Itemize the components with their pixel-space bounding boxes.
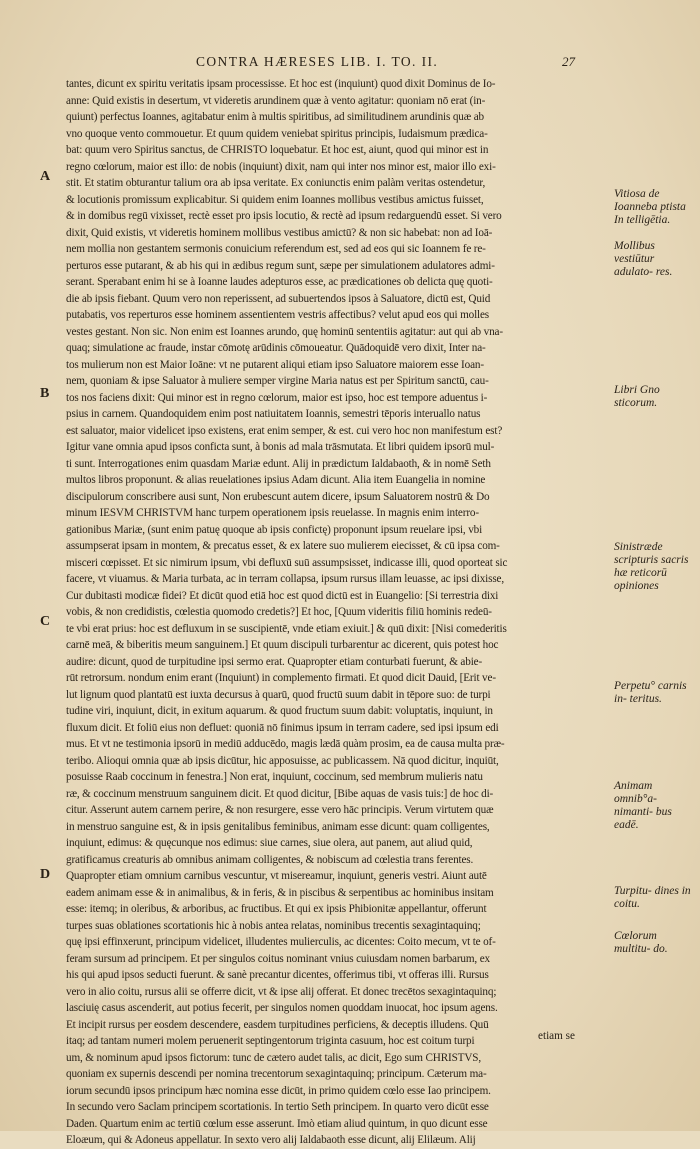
text-line: bat: quum vero Spiritus sanctus, de CHRISTO loquebatur. Et hoc est, aiunt, quod qui minor est in: [66, 144, 489, 156]
text-line: fluxum dicit. Et foliū eius non defluet: quoniā nō finimus ipsum in terram cadere, sed ipsi ipsum edi: [66, 721, 499, 734]
text-line: quoniam ex supernis descendi per nomina trecentorum sexagintaquinq; principum. Cæterum ma-: [66, 1068, 487, 1080]
section-mark-c: C: [40, 614, 51, 629]
margin-note: Turpitu- dines in coitu.: [614, 885, 691, 910]
text-line: misceri cœpisset. Et sic nimirum ipsum, vbi defluxū suū assumpsisset, indicasse illi, quod oporteat sic: [66, 556, 508, 569]
text-line: um, & nominum apud ipsos fictorum: tunc de cætero audet talis, ac dicit, Ego sum CHRISTVS,: [66, 1051, 481, 1064]
text-line: perturos esse putarant, & ab his qui in ædibus regum sunt, sæpe per simulationem adulatores admi-: [66, 259, 495, 272]
text-line: iorum secundū ipsos principum hæc nomina esse dicūt, in primo quidem cœlo esse Iao principem.: [66, 1084, 491, 1097]
text-line: carnē meā, & biberitis meum sanguinem.] Et quum discipuli turbarentur ac dicerent, quis potest hoc: [66, 639, 499, 651]
text-line: itaq; ad tantam numeri molem peruenerit septingentorum triginta casuum, hoc est coitum turpi: [66, 1035, 475, 1047]
margin-note: Cœlorum multitu- do.: [614, 930, 668, 955]
text-line: vno quoque vento commouetur. Et quum quidem veniebat spiritus principis, Iudaismum prædica-: [66, 127, 488, 140]
text-line: & in domibus regū vixisset, rectè esset pro ipsis locutio, & rectè ad ipsum redarguendū esset. Si vero: [66, 210, 502, 222]
text-line: turpes suas oblationes scortationis hic à nobis antea relatas, nominibus trecentis sexagintaquinq;: [66, 919, 481, 932]
text-line: vobis, & non credidistis, cœlestia quomodo credetis?] Et hoc, [Quum videritis filiū hominis redeū-: [66, 606, 492, 618]
text-line: ræ, & coccinum menstruum sanguinem dicit. Et quod dicitur, [Bibe aquas de vasis tuis:] de hoc di-: [66, 787, 494, 800]
text-line: inquiunt, edimus: & quęcunque nos edimus: siue carnes, siue olera, aut panem, aut aliud quid,: [66, 837, 473, 849]
text-line: audire: dicunt, quod de turpitudine ipsi sermo erat. Quapropter etiam conturbati fuerunt, & abie-: [66, 655, 483, 668]
text-line: putabatis, vos reperturos esse hominem assentientem vestris affectibus? velut apud eos qui molles: [66, 309, 490, 321]
text-line: stit. Et statim obturantur talium ora ab ipsa veritate. Ex coniunctis enim palàm veritas ostendetur,: [66, 177, 486, 189]
text-line: multos libros proponunt. & alias reuelationes ipsius Adam dicunt. Alia item Euangelia in nomine: [66, 474, 486, 486]
text-line: tantes, dicunt ex spiritu veritatis ipsam processisse. Et hoc est (inquiunt) quod dixit Dominus de Io-: [66, 78, 496, 90]
text-line: facere, vt viuamus. & Maria turbata, ac in terram collapsa, ipsum rursus illam leuasse, ac ipsi dixisse,: [66, 573, 504, 585]
text-line: te vbi erat prius: hoc est defluxum in se suscipientē, vnde etiam exiuit.] & quū dixit: [Nisi comederitis: [66, 622, 507, 635]
text-line: dixit, Quid existis, vt videretis hominem mollibus vestibus amictū? & non sic habebat: non ad Ioā-: [66, 226, 493, 239]
text-line: esse: itemq; in oleribus, & arboribus, ac fructibus. Et qui ex ipsis Phibionitæ appellantur, offerunt: [66, 903, 487, 915]
text-line: teribo. Alioqui omnia quæ ab ipsis dicūtur, hic apposuisse, ac publicassem. Nā quod dicitur, inquiūt,: [66, 754, 499, 767]
text-line: die ab ipsis fiebant. Quum vero non reperissent, ad subuertendos ipsos à Saluatore, dictū est, Quid: [66, 292, 491, 305]
text-line: assumpserat ipsam in montem, & precatus esset, & ex latere suo mulierem eiecisset, & cū ipsa com-: [66, 540, 500, 552]
margin-note: Vitiosa de Ioanneba ptista In telligētia.: [614, 188, 686, 226]
text-line: tos nos faciens dixit: Qui minor est in regno cœlorum, maior est ipso, hoc est tempore aduentus i-: [66, 391, 488, 404]
text-line: Daden. Quartum enim ac tertiū cœlum esse asserunt. Imò etiam aliud quintum, in quo dicunt esse: [66, 1117, 488, 1130]
text-line: lut lignum quod plantatū est iuxta decursus à quarū, quod fructū suum dabit in tēpore suo: de turpi: [66, 688, 491, 701]
text-line: discipulorum conscribere ausi sunt, Non erubescunt autem dicere, ipsum Saluatorem nostrū & Do: [66, 490, 490, 503]
text-line: citur. Asserunt autem carnem perire, & non resurgere, esse vero hāc principis. Verum virtutem quæ: [66, 804, 494, 816]
text-line: in menstruo sanguine est, & in ipsis genitalibus feminibus, animam esse dicunt: quam colligentes,: [66, 820, 490, 833]
text-line: ti sunt. Interrogationes enim quasdam Mariæ edunt. Alij in prædictum Ialdabaoth, & in nomē Seth: [66, 457, 491, 470]
text-line: eadem animam esse & in animalibus, & in feris, & in piscibus & serpentibus ac hominibus insitam: [66, 886, 494, 899]
text-line: quę ipsi effinxerunt, principum videlicet, illudentes mulierculis, ac dicentes: Coito mecum, vt te of-: [66, 936, 496, 948]
text-line: posuisse Raab coccinum in fenestra.] Non erat, inquiunt, coccinum, sed membrum mulieris natu: [66, 771, 483, 783]
page-number: 27: [562, 54, 575, 69]
section-mark-b: B: [40, 386, 50, 401]
text-line: nem mollia non gestantem sermonis conuicium referendum est, sed ad eos qui sic Ioannem fe re-: [66, 243, 486, 255]
text-line: regno cœlorum, maior est illo: de nobis (inquiunt) dixit, nam qui inter nos minor est, maior illo exi-: [66, 160, 496, 173]
running-head: CONTRA HÆRESES LIB. I. TO. II.: [196, 54, 439, 69]
text-line: nem, quoniam & ipse Saluator à muliere semper virgine Maria natus est per Spiritum sanctū, cau-: [66, 375, 489, 387]
text-line: Et incipit rursus per eosdem descendere, easdem turpitudines perficiens, & deceptis illudens. Quū: [66, 1018, 489, 1031]
text-line: minum IESVM CHRISTVM hanc turpem operationem ipsis reuelasse. In magnis enim interro-: [66, 507, 479, 519]
text-line: mus. Et vt ne testimonia ipsorū in mediū adducēdo, magis lædā quàm prosim, ea de causa multa præ-: [66, 738, 505, 750]
text-line: his qui apud ipsos seducti fuerunt. & sanè precantur dicentes, offerimus tibi, vt offeras illi. Rursus: [66, 969, 489, 981]
text-line: feram sursum ad principem. Et per singulos coitus nominant vnius cuiusdam nomen barbarum, ex: [66, 952, 490, 965]
text-line: vero in alio coitu, rursus alii se offerre dicit, vt & ipse alij offerat. Et donec trecētos sexagintaquinq;: [66, 985, 497, 998]
margin-note: Perpetu° carnis in- teritus.: [614, 680, 687, 705]
margin-note: Animam omnib°a- nimanti- bus eadē.: [614, 780, 672, 831]
text-line: anne: Quid existis in desertum, vt videretis arundinem quæ à vento agitatur: quoniam nō erat (in-: [66, 94, 486, 107]
margin-note: Mollibus vestiūtur adulato- res.: [614, 240, 673, 278]
text-line: Cur dubitasti modicæ fidei? Et dicūt quod etiā hoc est quod dictū est in Euangelio: [Si terrestria dixi: [66, 589, 499, 602]
text-line: rūt retrorsum. nondum enim erant (Inquiunt) in complemento firmati. Et quod dicit Dauid, [Erit ve-: [66, 672, 496, 684]
section-mark-d: D: [40, 867, 51, 882]
text-line: est saluator, maior videlicet ipso existens, erat enim semper, & est. cui vero hoc non manifestum est?: [66, 424, 503, 437]
text-line: tos mulierum non est Maior Ioāne: vt ne putarent aliqui etiam ipso Saluatore maiorem esse Ioan-: [66, 358, 484, 371]
margin-note: Libri Gno sticorum.: [614, 384, 660, 409]
text-line: & locutionis promissum explicabitur. Si quidem enim Ioannes mollibus vestibus amictus fuisset,: [66, 193, 484, 206]
text-line: quiunt) perfectus Ioannes, agitabatur enim à multis spiritibus, ad similitudinem arundinis quæ ab: [66, 111, 484, 123]
text-line: vestes gestant. Non sic. Non enim est Ioannes arundo, quę hominū sententiis agitatur: aut qui ab vna-: [66, 325, 503, 338]
text-line: lasciuię casus ascenderit, aut potius fecerit, per singulos nomen quoddam inuocat, hoc ipsum agens.: [66, 1002, 498, 1014]
text-line: Igitur vane omnia apud ipsos conficta sunt, à bonis ad mala trāsmutata. Et libri quidem ipsorū mul-: [66, 441, 495, 453]
margin-note: Sinistræde scripturis sacris hæ reticorū opiniones: [614, 541, 689, 592]
text-line: tudine viri, inquiunt, dicit, in exitum aquarum. & quod fructum suum dabit: voluptatis, inquiunt, in: [66, 705, 493, 717]
text-line: gationibus Mariæ, (sunt enim patuę quoque ab ipsis confictę) proponunt ipsum reuelare ipsi, vbi: [66, 523, 483, 536]
text-line: serant. Sperabant enim hi se à Ioanne laudes adepturos esse, ac prædicationes ob delicta quę quoti-: [66, 276, 493, 288]
text-line: quaq; simulatione ac fraude, instar cōmotę arūdinis cōmoueatur. Quādoquidē vero dixit, Inter na-: [66, 342, 486, 354]
page-header: [0, 54, 700, 74]
text-line: psius in carnem. Quandoquidem enim post natiuitatem Ioannis, semestri tēporis interuallo natus: [66, 408, 481, 420]
text-line: In secundo vero Saclam principem scortationis. In tertio Seth principem. In quarto vero dicūt esse: [66, 1101, 489, 1113]
text-line: Eloæum, qui & Adoneus appellatur. In sexto vero alij Ialdabaoth esse dicunt, alij Elilæum. Alij: [66, 1134, 476, 1146]
text-line: gratificamus creaturis ab omnibus animam colligentes, & nobiscum ad cœlestia trans ferentes.: [66, 853, 474, 866]
catchword: etiam se: [538, 1030, 575, 1042]
text-line: Quapropter etiam omnium carnibus vescuntur, vt misereamur, inquiunt, generis vestri. Aiunt autē: [66, 870, 487, 882]
section-mark-a: A: [40, 169, 51, 184]
